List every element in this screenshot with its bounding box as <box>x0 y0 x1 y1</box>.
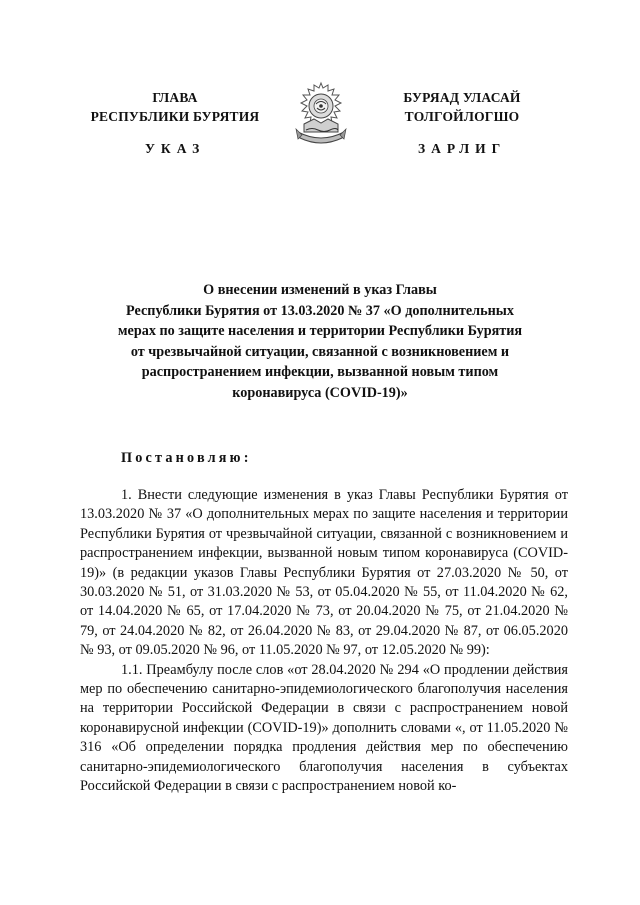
decree-word: Постановляю: <box>121 450 252 466</box>
header-right-line1: БУРЯАД УЛАСАЙ <box>403 90 521 105</box>
title-line: О внесении изменений в указ Главы <box>203 282 437 298</box>
document-kind-left: УКАЗ <box>145 141 206 156</box>
paragraph: 1. Внести следующие изменения в указ Главы Республики Бурятия от 13.03.2020 № 37 «О дополнительных мерах по защите населения и территории Республики Бурятия от чрезвычайной ситуации, связанной с возникновением и распространением инфекции, вызванной новым типом коронавируса (COVID-19)» (в редакции указов Главы Республики Бурятия от 27.03.2020 № 50, от 30.03.2020 № 51, от 31.03.2020 № 53, от 05.04.2020 № 55, от 11.04.2020 № 62, от 14.04.2020 № 65, от 17.04.2020 № 73, от 20.04.2020 № 75, от 21.04.2020 № 79, от 24.04.2020 № 82, от 26.04.2020 № 83, от 29.04.2020 № 87, от 06.05.2020 № 93, от 09.05.2020 № 96, от 11.05.2020 № 97, от 12.05.2020 № 99): <box>80 487 568 659</box>
header-left <box>80 88 270 126</box>
header-left-line2: РЕСПУБЛИКИ БУРЯТИЯ <box>90 109 260 124</box>
paragraph: 1.1. Преамбулу после слов «от 28.04.2020 № 294 «О продлении действия мер по обеспечению санитарно-эпидемиологического благополучия населения на территории Российской Федерации в связи с распространением новой коронавирусной инфекции (COVID-19)» дополнить словами «, от 11.05.2020 № 316 «Об определении порядка продления действия мер по обеспечению санитарно-эпидемиологического благополучия населения в субъектах Российской Федерации в связи с распространением новой ко- <box>80 661 568 795</box>
title-line: от чрезвычайной ситуации, связанной с возникновением и <box>130 343 510 360</box>
header-right-line2: ТОЛГОЙЛОГШО <box>404 109 520 124</box>
title-line: Республики Бурятия от 13.03.2020 № 37 «О дополнительных <box>126 302 514 319</box>
header-left-line1: ГЛАВА <box>152 90 198 105</box>
header-right <box>372 88 552 126</box>
title-line: мерах по защите населения и территории Республики Бурятия <box>117 323 523 339</box>
title-line: распространением инфекции, вызванной новым типом <box>141 364 499 380</box>
coat-of-arms-icon <box>292 80 350 146</box>
title-line: коронавируса (COVID-19)» <box>232 384 408 401</box>
document-body <box>80 486 568 797</box>
document-title <box>80 280 560 403</box>
document-kind-right: ЗАРЛИГ <box>418 141 507 156</box>
